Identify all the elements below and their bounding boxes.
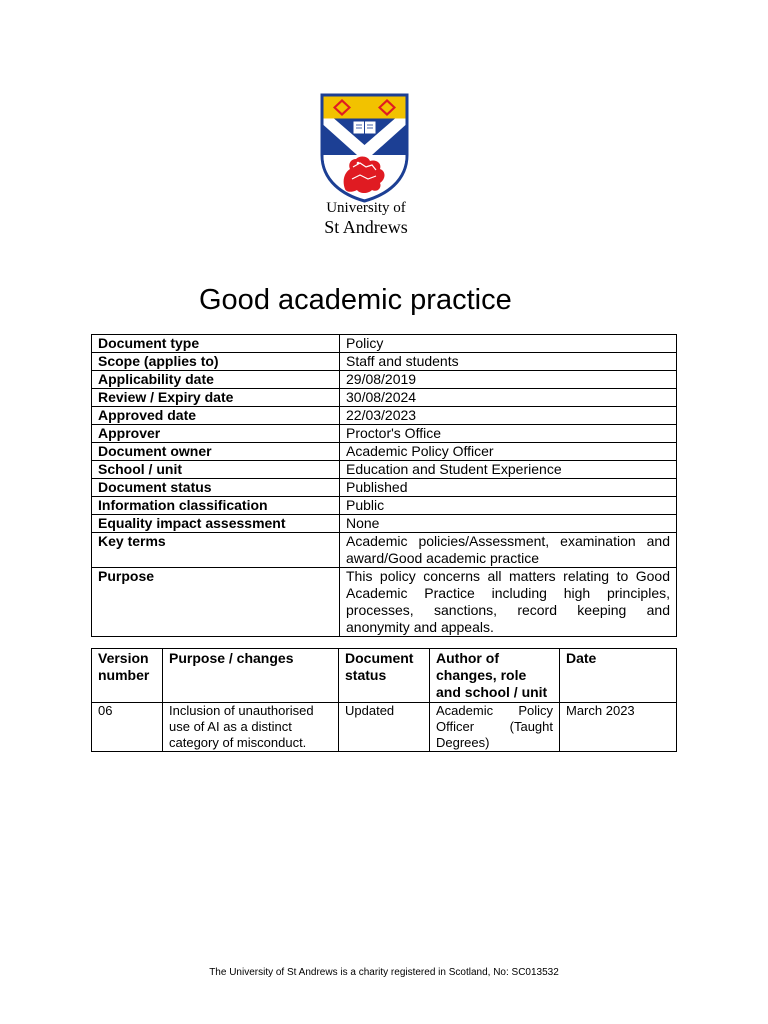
metadata-value: This policy concerns all matters relating to Good Academic Practice including high principles, processes, sanctions, record keeping and anonymity and appeals.	[340, 568, 677, 637]
metadata-value: 22/03/2023	[340, 407, 677, 425]
column-header: Date	[560, 649, 677, 703]
metadata-value: Staff and students	[340, 353, 677, 371]
metadata-key: Key terms	[92, 533, 340, 568]
metadata-row	[92, 353, 677, 371]
metadata-value: Policy	[340, 335, 677, 353]
metadata-row	[92, 371, 677, 389]
metadata-key: Document status	[92, 479, 340, 497]
metadata-value: None	[340, 515, 677, 533]
metadata-row	[92, 533, 677, 568]
metadata-row	[92, 443, 677, 461]
metadata-key: Scope (applies to)	[92, 353, 340, 371]
column-header: Document status	[339, 649, 430, 703]
metadata-value: Academic Policy Officer	[340, 443, 677, 461]
version-history-table	[91, 648, 677, 752]
metadata-value: Proctor's Office	[340, 425, 677, 443]
university-name-line1: University of	[326, 200, 406, 216]
column-header: Version number	[92, 649, 163, 703]
author-cell: Academic Policy Officer (Taught Degrees)	[430, 703, 560, 752]
metadata-row	[92, 407, 677, 425]
university-crest-logo	[320, 93, 409, 203]
metadata-row	[92, 515, 677, 533]
policy-metadata-table	[91, 334, 677, 637]
metadata-value: Education and Student Experience	[340, 461, 677, 479]
date-cell: March 2023	[560, 703, 677, 752]
metadata-key: Review / Expiry date	[92, 389, 340, 407]
column-header: Author of changes, role and school / unit	[430, 649, 560, 703]
metadata-value: Public	[340, 497, 677, 515]
metadata-row	[92, 461, 677, 479]
metadata-key: Applicability date	[92, 371, 340, 389]
purpose-changes-cell: Inclusion of unauthorised use of AI as a distinct category of misconduct.	[163, 703, 339, 752]
metadata-key: Information classification	[92, 497, 340, 515]
document-status-cell: Updated	[339, 703, 430, 752]
column-header: Purpose / changes	[163, 649, 339, 703]
metadata-row	[92, 568, 677, 637]
metadata-key: Approver	[92, 425, 340, 443]
version-table-row	[92, 703, 677, 752]
metadata-key: Approved date	[92, 407, 340, 425]
metadata-row	[92, 389, 677, 407]
version-table-header-row	[92, 649, 677, 703]
document-title: Good academic practice	[199, 284, 512, 316]
metadata-row	[92, 425, 677, 443]
metadata-row	[92, 335, 677, 353]
metadata-value: 30/08/2024	[340, 389, 677, 407]
charity-footer: The University of St Andrews is a charity registered in Scotland, No: SC013532	[209, 967, 559, 978]
metadata-key: School / unit	[92, 461, 340, 479]
metadata-key: Equality impact assessment	[92, 515, 340, 533]
metadata-value: Published	[340, 479, 677, 497]
metadata-key: Document owner	[92, 443, 340, 461]
metadata-key: Purpose	[92, 568, 340, 637]
metadata-value: 29/08/2019	[340, 371, 677, 389]
metadata-key: Document type	[92, 335, 340, 353]
metadata-row	[92, 479, 677, 497]
version-number-cell: 06	[92, 703, 163, 752]
metadata-value: Academic policies/Assessment, examination and award/Good academic practice	[340, 533, 677, 568]
metadata-row	[92, 497, 677, 515]
university-name-line2: St Andrews	[324, 217, 408, 237]
